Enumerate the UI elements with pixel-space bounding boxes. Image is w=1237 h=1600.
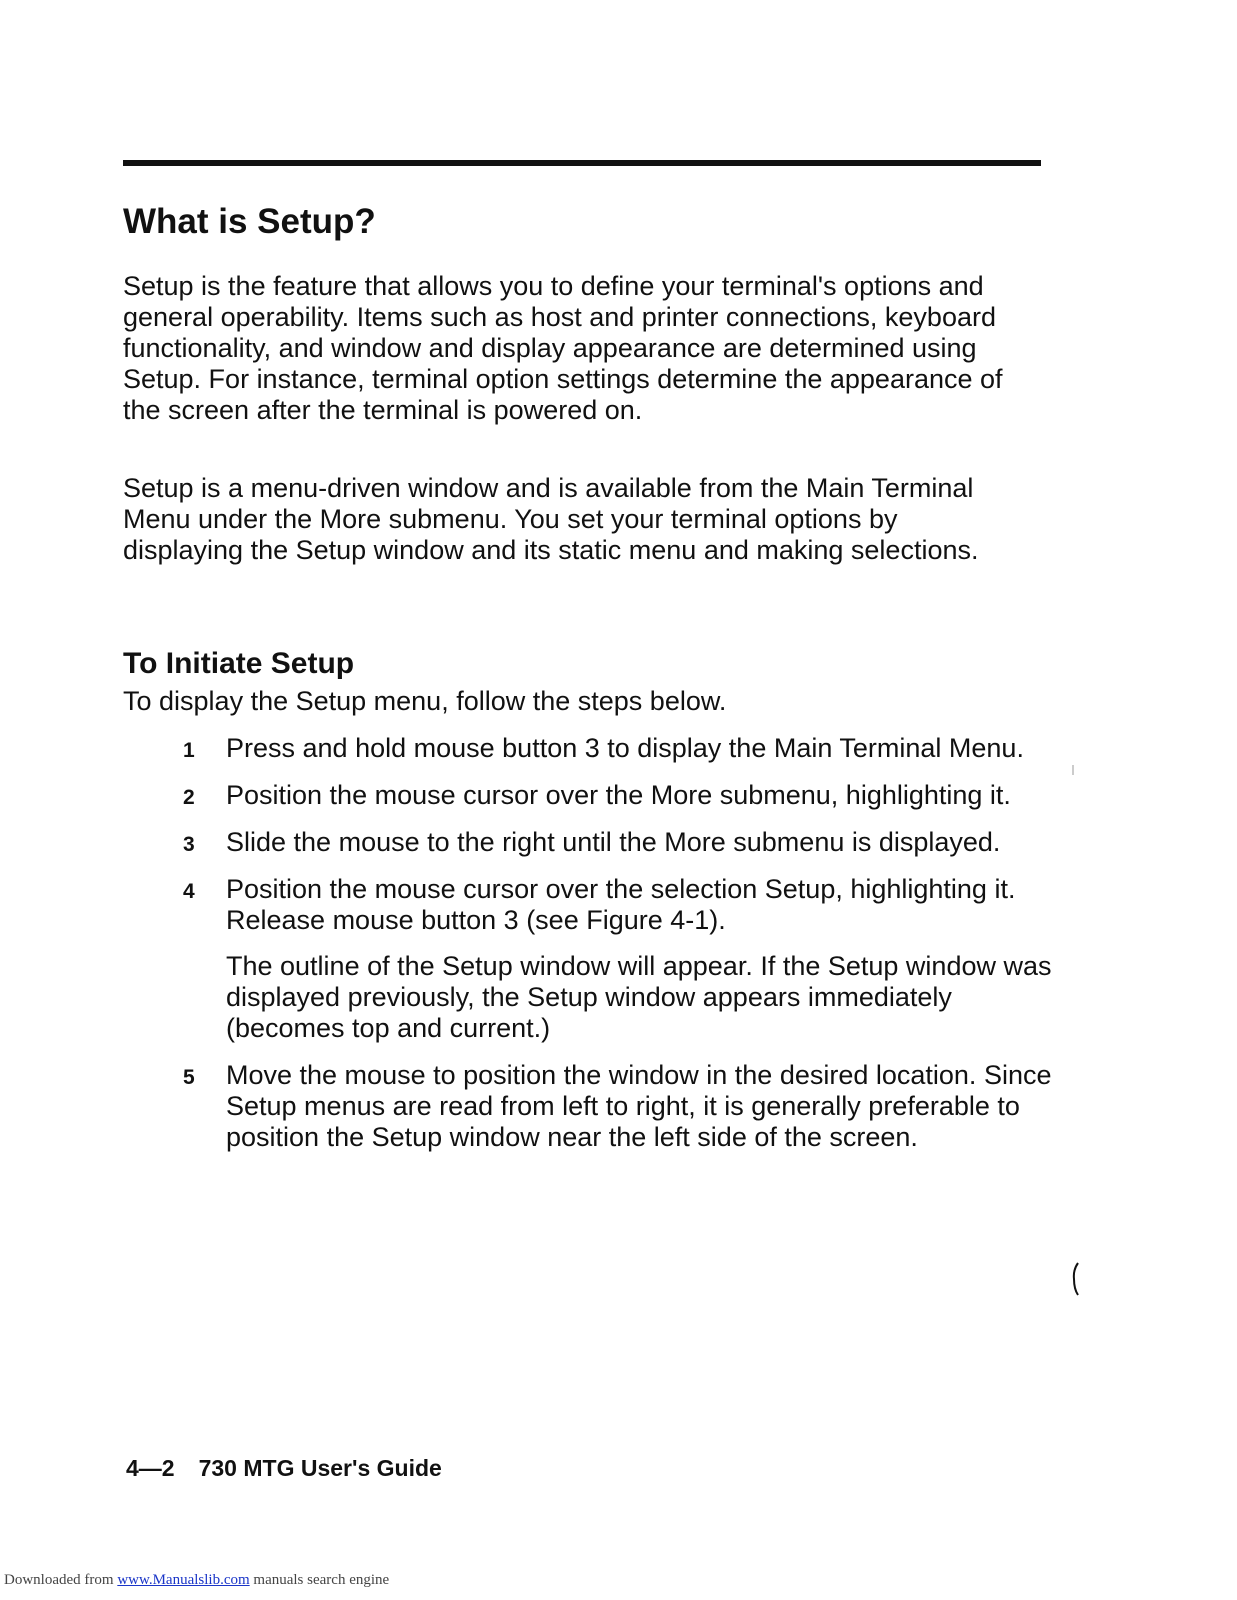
step-item bbox=[183, 1060, 1063, 1153]
steps-list bbox=[183, 733, 1063, 1169]
section-title: To Initiate Setup bbox=[123, 647, 355, 680]
step-item bbox=[183, 874, 1063, 1044]
page-title: What is Setup? bbox=[123, 202, 376, 241]
step-number: 3 bbox=[183, 833, 195, 856]
download-line bbox=[4, 1569, 389, 1591]
step-number: 4 bbox=[183, 880, 195, 903]
header-rule bbox=[123, 160, 1041, 166]
section-intro: To display the Setup menu, follow the steps below. bbox=[123, 686, 727, 716]
step-item bbox=[183, 780, 1063, 811]
page-footer bbox=[126, 1454, 442, 1482]
step-note: The outline of the Setup window will appear. If the Setup window was displayed previously, the Setup window appears immediately (becomes top and current.) bbox=[226, 951, 1052, 1043]
step-item bbox=[183, 733, 1063, 764]
download-suffix: manuals search engine bbox=[249, 1572, 390, 1588]
change-bar-mark bbox=[1072, 1262, 1080, 1296]
page-number: 4—2 bbox=[126, 1455, 175, 1481]
intro-paragraph-1: Setup is the feature that allows you to define your terminal's options and general operability. Items such as host and printer connections, keyboard functionality, and window and display appearance are determined using Setup. For instance, terminal option settings determine the appearance of the screen after the terminal is powered on. bbox=[123, 271, 1003, 425]
margin-tick-mark bbox=[1072, 765, 1074, 775]
step-number: 2 bbox=[183, 786, 195, 809]
step-text: Position the mouse cursor over the More submenu, highlighting it. bbox=[226, 780, 1011, 810]
step-item bbox=[183, 827, 1063, 858]
manualslib-link[interactable]: www.Manualslib.com bbox=[117, 1572, 250, 1588]
step-number: 1 bbox=[183, 739, 195, 762]
download-prefix: Downloaded from bbox=[4, 1572, 118, 1588]
intro-paragraph-2: Setup is a menu-driven window and is available from the Main Terminal Menu under the More submenu. You set your terminal options by displaying the Setup window and its static menu and making selections. bbox=[123, 473, 979, 565]
guide-title: 730 MTG User's Guide bbox=[198, 1455, 442, 1481]
step-text: Move the mouse to position the window in the desired location. Since Setup menus are read from left to right, it is generally preferable to position the Setup window near the left side of the screen. bbox=[226, 1060, 1052, 1152]
step-number: 5 bbox=[183, 1066, 195, 1089]
step-text: Position the mouse cursor over the selection Setup, highlighting it. Release mouse button 3 (see Figure 4-1). bbox=[226, 874, 1016, 935]
step-text: Press and hold mouse button 3 to display the Main Terminal Menu. bbox=[226, 733, 1024, 763]
step-text: Slide the mouse to the right until the More submenu is displayed. bbox=[226, 827, 1001, 857]
